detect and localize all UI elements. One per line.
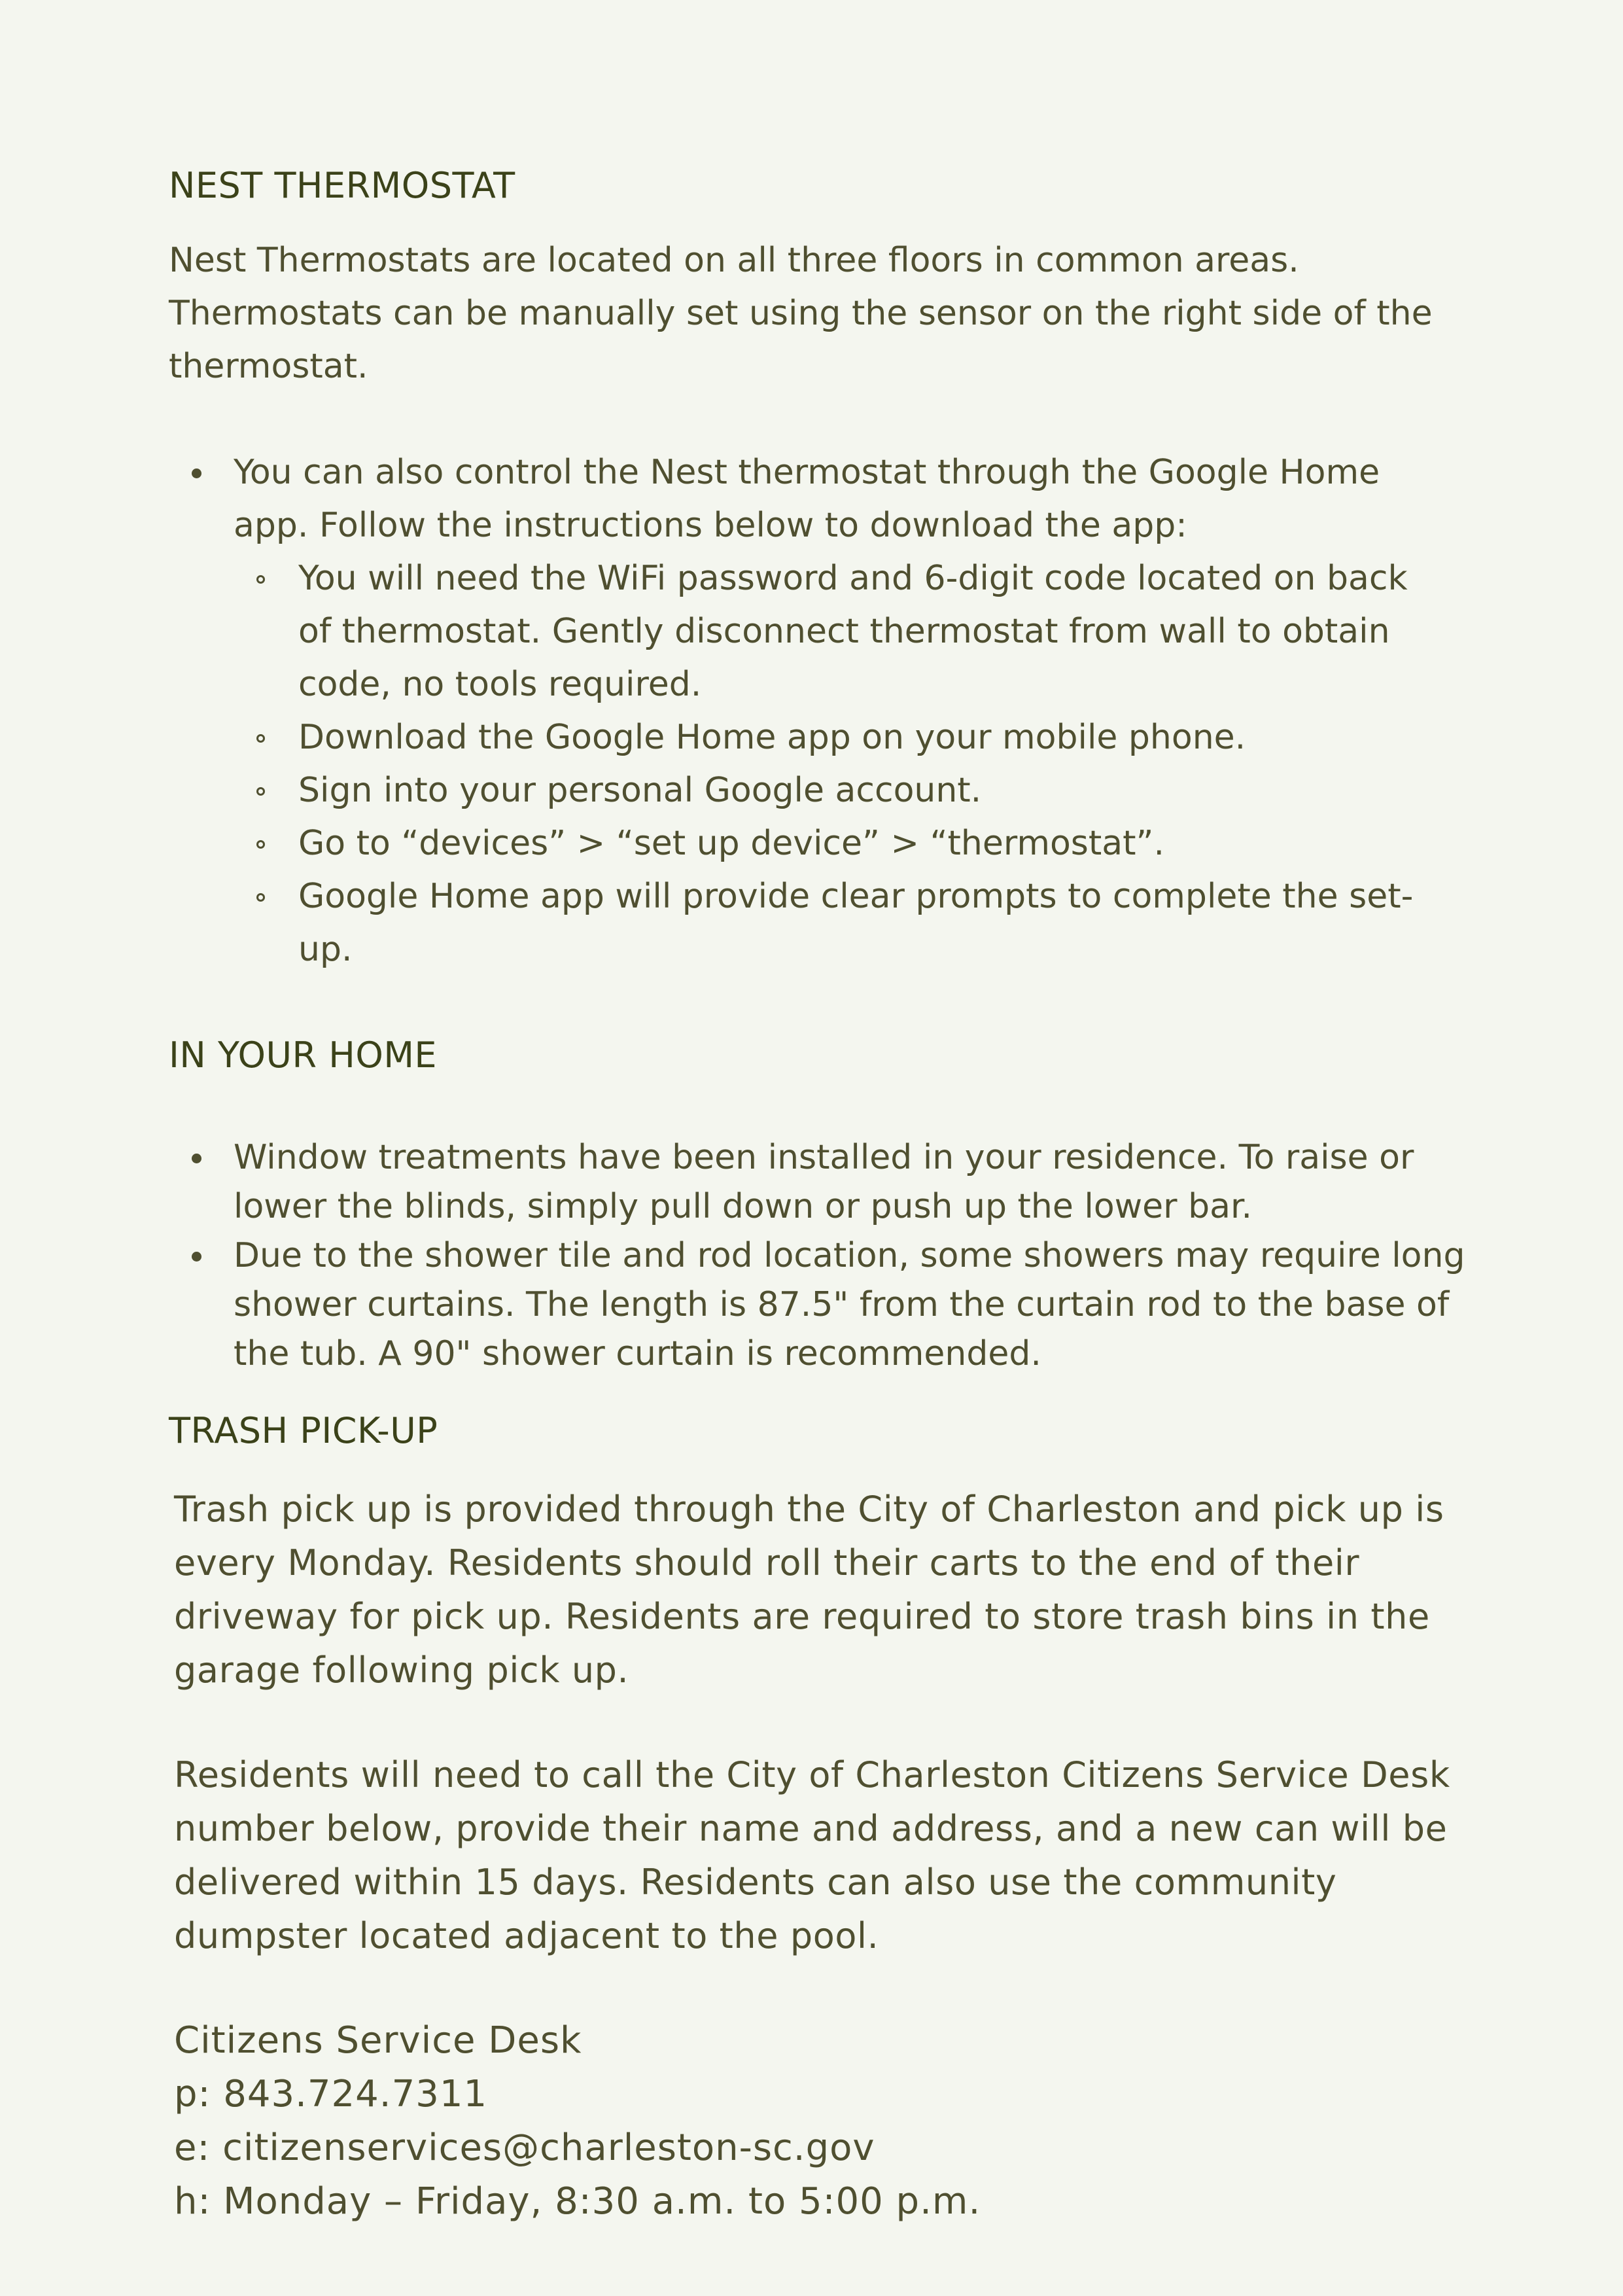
contact-phone: p: 843.724.7311 xyxy=(174,2073,488,2115)
paragraph-line: Nest Thermostats are located on all three floors in common areas. xyxy=(169,241,1299,280)
list-item xyxy=(234,764,1413,817)
section-heading-home: IN YOUR HOME xyxy=(169,1034,438,1076)
list-item-line: up. xyxy=(298,930,353,969)
list-item-line: You can also control the Nest thermostat through the Google Home xyxy=(234,453,1380,492)
paragraph-line: delivered within 15 days. Residents can also use the community xyxy=(174,1862,1337,1903)
bullet-dot-icon xyxy=(192,1252,201,1262)
paragraph-line: Thermostats can be manually set using the sensor on the right side of the xyxy=(169,294,1433,333)
contact-name: Citizens Service Desk xyxy=(174,2019,582,2062)
contact-hours: h: Monday – Friday, 8:30 a.m. to 5:00 p.m. xyxy=(174,2180,981,2223)
list-item-line: app. Follow the instructions below to download the app: xyxy=(234,506,1187,545)
paragraph-line: thermostat. xyxy=(169,347,368,386)
list-item-line: You will need the WiFi password and 6-digit code located on back xyxy=(298,559,1408,598)
list-item xyxy=(234,552,1413,711)
list-item-line: Window treatments have been installed in your residence. To raise or xyxy=(234,1138,1414,1177)
list-item-line: the tub. A 90" shower curtain is recommended. xyxy=(234,1334,1041,1373)
paragraph-line: dumpster located adjacent to the pool. xyxy=(174,1915,879,1956)
paragraph-line: Trash pick up is provided through the City of Charleston and pick up is xyxy=(174,1489,1444,1530)
paragraph-line: Residents will need to call the City of Charleston Citizens Service Desk xyxy=(174,1754,1450,1795)
bullet-ring-icon xyxy=(256,787,265,796)
list-item-line: code, no tools required. xyxy=(298,665,702,704)
trash-paragraph-replacement xyxy=(174,1748,1450,1963)
section-heading-nest: NEST THERMOSTAT xyxy=(169,165,515,206)
list-item xyxy=(169,1231,1465,1379)
bullet-ring-icon xyxy=(256,734,265,743)
nest-intro-paragraph xyxy=(169,234,1433,393)
bullet-ring-icon xyxy=(256,575,265,584)
nest-setup-steps xyxy=(234,552,1413,976)
list-item xyxy=(234,711,1413,764)
bullet-ring-icon xyxy=(256,893,265,902)
bullet-dot-icon xyxy=(192,468,201,478)
list-item xyxy=(169,446,1380,552)
list-item-line: Google Home app will provide clear prompts to complete the set- xyxy=(298,877,1414,916)
list-item-line: shower curtains. The length is 87.5" from the curtain rod to the base of xyxy=(234,1285,1450,1324)
list-item xyxy=(234,870,1413,976)
bullet-ring-icon xyxy=(256,840,265,849)
list-item xyxy=(169,1133,1465,1231)
paragraph-line: garage following pick up. xyxy=(174,1650,629,1691)
list-item-line: Due to the shower tile and rod location, some showers may require long xyxy=(234,1236,1465,1275)
list-item-line: Sign into your personal Google account. xyxy=(298,771,982,810)
paragraph-line: driveway for pick up. Residents are required to store trash bins in the xyxy=(174,1596,1430,1637)
bullet-dot-icon xyxy=(192,1154,201,1163)
paragraph-line: number below, provide their name and address, and a new can will be xyxy=(174,1808,1448,1849)
list-item-line: lower the blinds, simply pull down or push up the lower bar. xyxy=(234,1187,1253,1226)
contact-block xyxy=(174,2014,981,2229)
list-item xyxy=(234,817,1413,870)
list-item-line: Download the Google Home app on your mobile phone. xyxy=(298,718,1246,757)
nest-bullet-list xyxy=(169,446,1380,552)
section-heading-trash: TRASH PICK-UP xyxy=(169,1410,438,1451)
list-item-line: Go to “devices” > “set up device” > “thermostat”. xyxy=(298,824,1164,863)
contact-email: e: citizenservices@charleston-sc.gov xyxy=(174,2127,875,2169)
paragraph-line: every Monday. Residents should roll their carts to the end of their xyxy=(174,1542,1360,1583)
list-item-line: of thermostat. Gently disconnect thermostat from wall to obtain xyxy=(298,612,1390,651)
home-bullet-list xyxy=(169,1133,1465,1379)
trash-paragraph-schedule xyxy=(174,1483,1444,1697)
